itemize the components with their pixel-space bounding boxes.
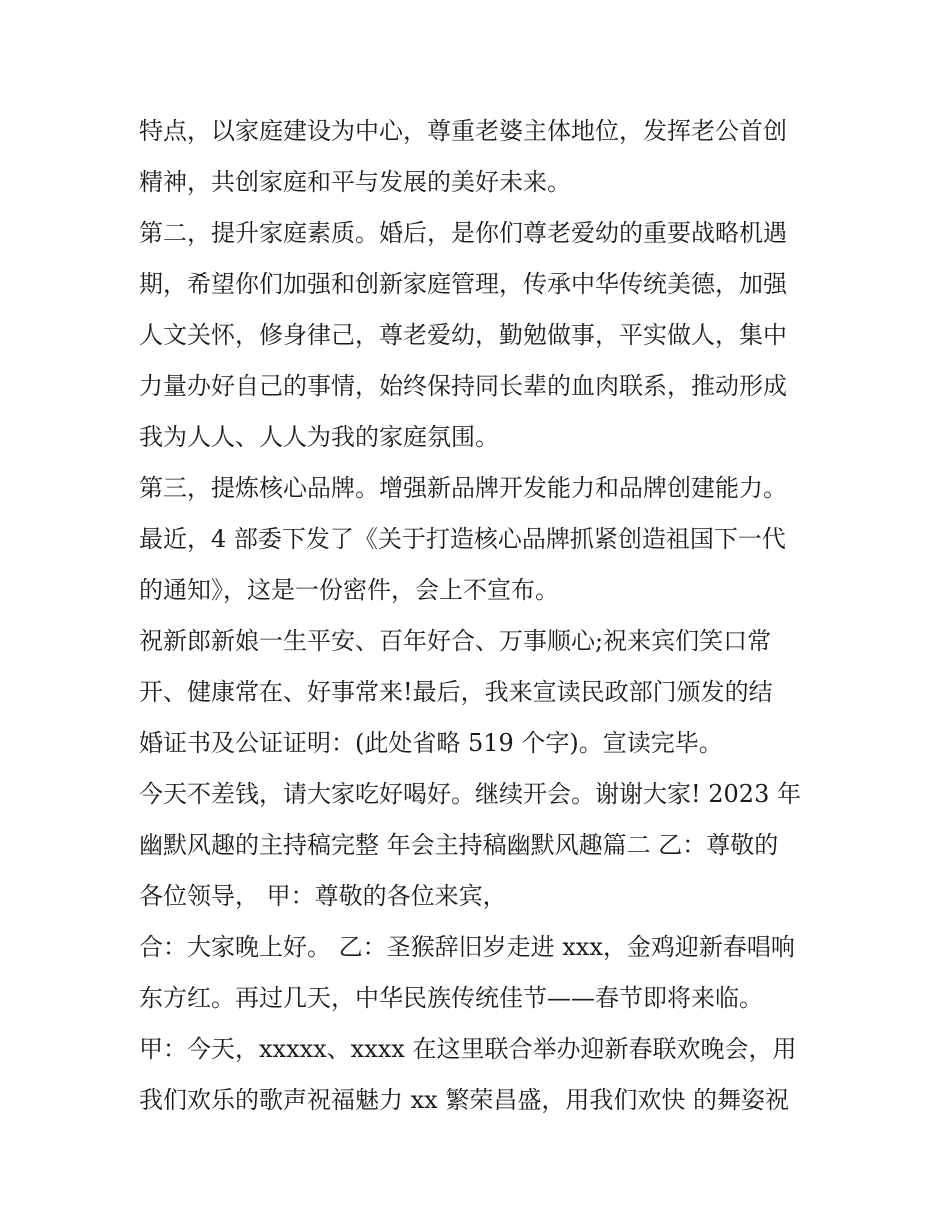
text-line: 开、健康常在、好事常来!最后，我来宣读民政部门颁发的结 bbox=[139, 678, 773, 706]
text-line: 人文关怀，修身律己，尊老爱幼，勤勉做事，平实做人，集中 bbox=[139, 321, 787, 349]
text-line: 第三，提炼核心品牌。增强新品牌开发能力和品牌创建能力。 bbox=[139, 474, 787, 502]
text-line: 合：大家晚上好。 乙：圣猴辞旧岁走进 xxx，金鸡迎新春唱响 bbox=[139, 933, 795, 961]
text-line: 第二，提升家庭素质。婚后，是你们尊老爱幼的重要战略机遇 bbox=[139, 219, 787, 247]
text-line: 的通知》，这是一份密件，会上不宣布。 bbox=[139, 576, 559, 604]
text-line: 东方红。再过几天，中华民族传统佳节——春节即将来临。 bbox=[139, 984, 763, 1012]
text-line: 期，希望你们加强和创新家庭管理，传承中华传统美德，加强 bbox=[139, 270, 787, 298]
text-line: 祝新郎新娘一生平安、百年好合、万事顺心;祝来宾们笑口常 bbox=[139, 627, 772, 655]
text-line: 特点，以家庭建设为中心，尊重老婆主体地位，发挥老公首创 bbox=[139, 117, 787, 145]
text-line: 今天不差钱，请大家吃好喝好。继续开会。谢谢大家! 2023 年 bbox=[139, 780, 801, 808]
document-body bbox=[139, 106, 839, 1126]
text-line: 力量办好自己的事情，始终保持同长辈的血肉联系，推动形成 bbox=[139, 372, 787, 400]
text-line: 最近，4 部委下发了《关于打造核心品牌抓紧创造祖国下一代 bbox=[139, 525, 786, 553]
text-line: 幽默风趣的主持稿完整 年会主持稿幽默风趣篇二 乙：尊敬的 bbox=[139, 831, 779, 859]
text-line: 甲：今天，xxxxx、xxxx 在这里联合举办迎新春联欢晚会，用 bbox=[139, 1035, 797, 1063]
text-line: 婚证书及公证证明：(此处省略 519 个字)。宣读完毕。 bbox=[139, 729, 723, 757]
text-line: 精神，共创家庭和平与发展的美好未来。 bbox=[139, 168, 571, 196]
text-line: 各位领导， 甲：尊敬的各位来宾， bbox=[139, 882, 507, 910]
text-line: 我为人人、人人为我的家庭氛围。 bbox=[139, 423, 499, 451]
text-line: 我们欢乐的歌声祝福魅力 xx 繁荣昌盛，用我们欢快 的舞姿祝 bbox=[139, 1086, 789, 1114]
